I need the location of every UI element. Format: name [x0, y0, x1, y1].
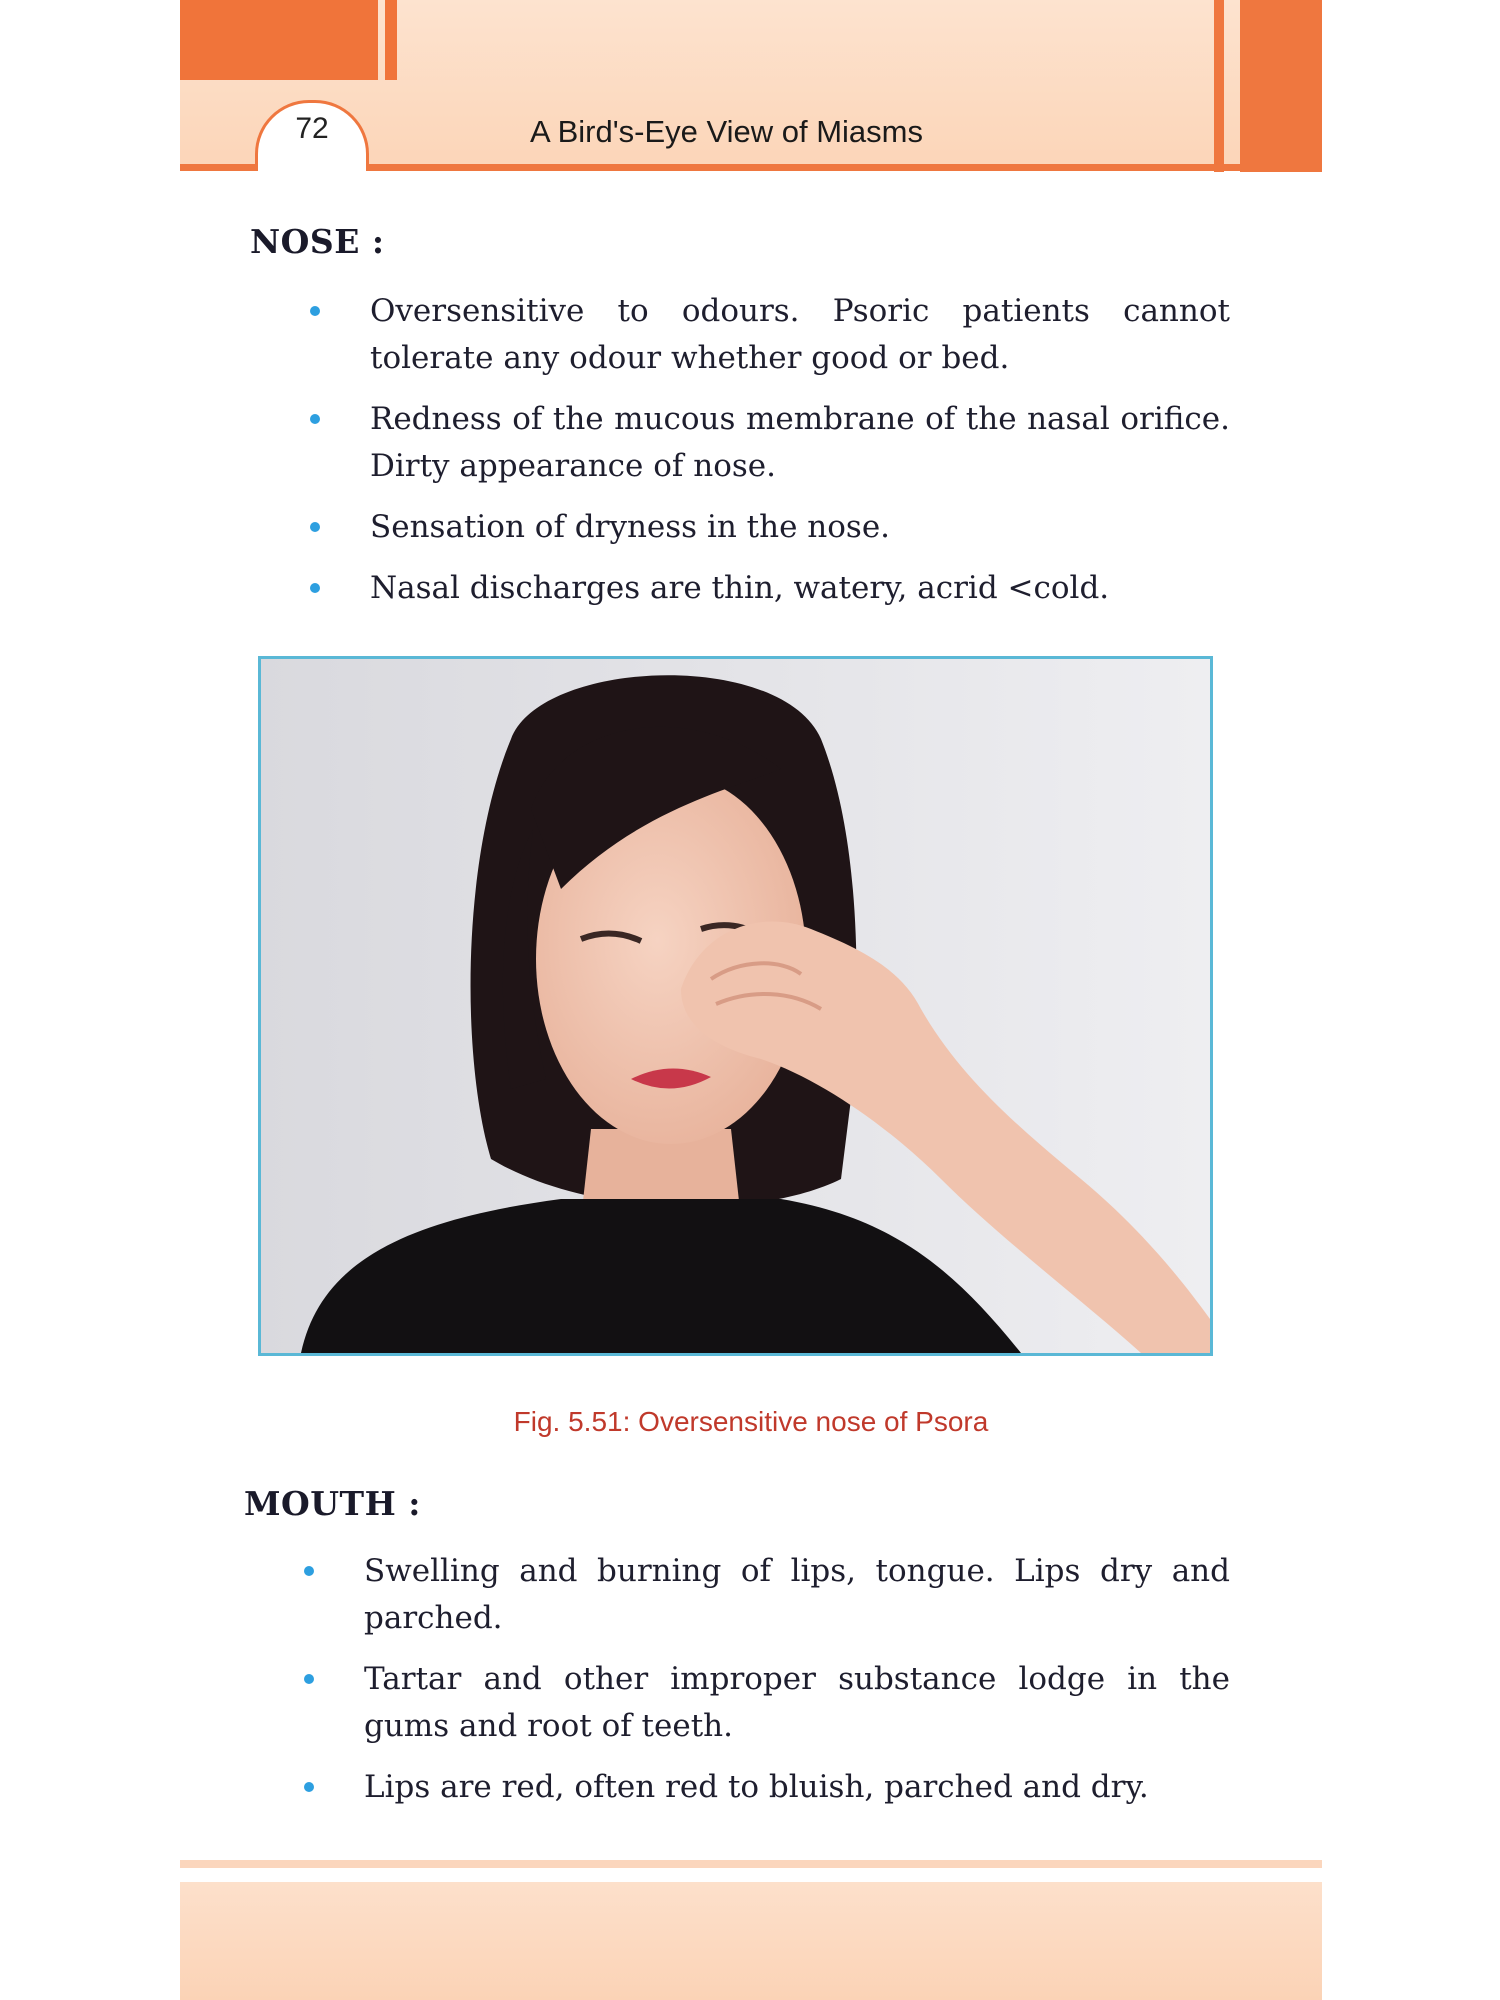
header-decor-line-right — [1214, 0, 1224, 172]
bullet-icon — [304, 1566, 314, 1576]
bullet-text: Swelling and burning of lips, tongue. Lips dry and parched. — [364, 1553, 1230, 1636]
header-decor-block-left — [180, 0, 378, 80]
header-decor-block-right — [1240, 0, 1322, 172]
bullet-text: Lips are red, often red to bluish, parched and dry. — [364, 1769, 1149, 1805]
bullet-icon — [310, 522, 320, 532]
list-item — [304, 1656, 1230, 1750]
woman-pinching-nose-photo — [261, 659, 1210, 1353]
bullet-text: Redness of the mucous membrane of the nasal orifice. Dirty appearance of nose. — [370, 401, 1230, 484]
list-item — [310, 504, 1230, 551]
book-page — [180, 0, 1322, 2000]
nose-bullet-list — [310, 288, 1230, 626]
bullet-text: Nasal discharges are thin, watery, acrid <cold. — [370, 570, 1110, 606]
bullet-icon — [310, 306, 320, 316]
bullet-icon — [304, 1782, 314, 1792]
bullet-icon — [310, 414, 320, 424]
page-number: 72 — [295, 112, 329, 145]
bullet-icon — [304, 1674, 314, 1684]
section-heading-mouth: MOUTH : — [244, 1484, 421, 1523]
footer-rule — [180, 1860, 1322, 1868]
running-title: A Bird's-Eye View of Miasms — [530, 114, 923, 149]
list-item — [310, 565, 1230, 612]
list-item — [304, 1548, 1230, 1642]
bullet-text: Tartar and other improper substance lodge in the gums and root of teeth. — [364, 1661, 1230, 1744]
list-item — [310, 396, 1230, 490]
list-item — [310, 288, 1230, 382]
page-footer — [180, 1882, 1322, 2000]
list-item — [304, 1764, 1230, 1811]
header-decor-line-left — [385, 0, 397, 80]
bullet-text: Oversensitive to odours. Psoric patients cannot tolerate any odour whether good or bed. — [370, 293, 1230, 376]
bullet-text: Sensation of dryness in the nose. — [370, 509, 891, 545]
figure-caption: Fig. 5.51: Oversensitive nose of Psora — [513, 1406, 989, 1437]
bullet-icon — [310, 583, 320, 593]
mouth-bullet-list — [304, 1548, 1230, 1825]
section-heading-nose: NOSE : — [250, 222, 385, 261]
figure-frame — [258, 656, 1213, 1356]
